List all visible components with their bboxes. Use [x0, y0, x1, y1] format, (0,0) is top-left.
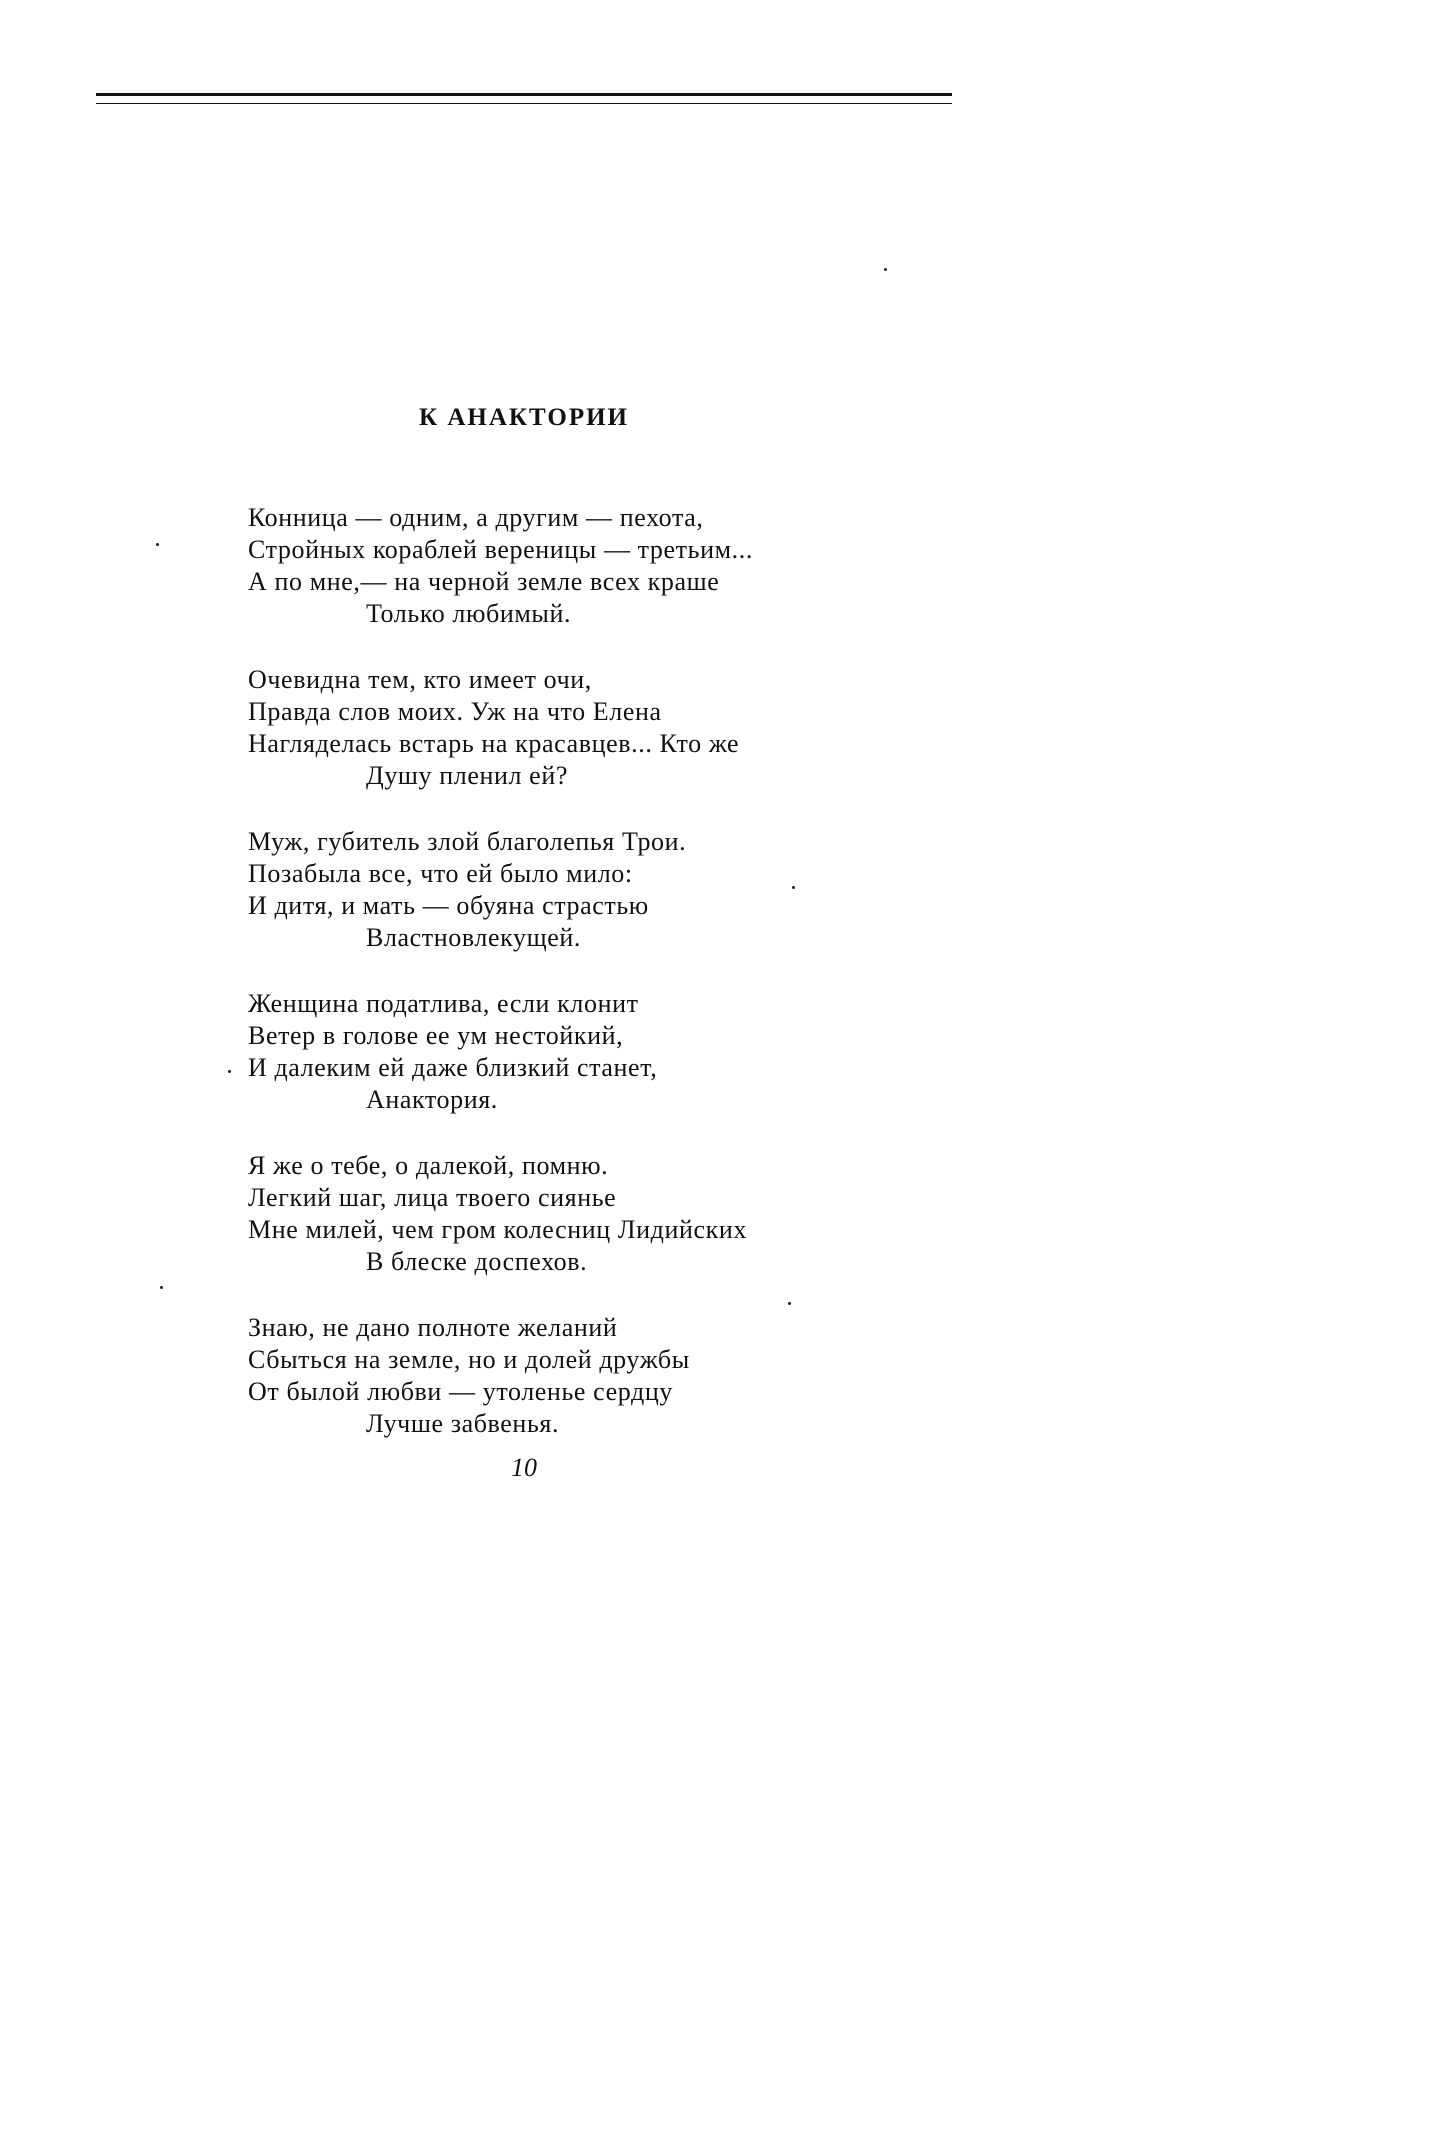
scan-speck [228, 1070, 231, 1073]
poem-line: Позабыла все, что ей было мило: [248, 859, 633, 888]
poem-title: К АНАКТОРИИ [418, 404, 629, 431]
poem-line-short: Анактория. [366, 1085, 498, 1114]
page-number: 10 [511, 1453, 537, 1482]
stanza [248, 1312, 868, 1440]
poem-line: Легкий шаг, лица твоего сиянье [248, 1183, 617, 1212]
poem-line: Я же о тебе, о далекой, помню. [248, 1151, 609, 1180]
poem-line: Ветер в голове ее ум нестойкий, [248, 1021, 624, 1050]
poem-line: Сбыться на земле, но и долей дружбы [248, 1345, 690, 1374]
poem-line: И дитя, и мать — обуяна страстью [248, 891, 649, 920]
header-rule-thin [96, 103, 952, 104]
poem-line: Мне милей, чем гром колесниц Лидийских [248, 1215, 747, 1244]
poem-line-short: Душу пленил ей? [366, 761, 568, 790]
poem-line-short: Лучше забвенья. [366, 1409, 560, 1438]
stanza [248, 1150, 868, 1278]
stanza [248, 988, 868, 1116]
poem-body [248, 502, 868, 1474]
poem-line: Очевидна тем, кто имеет очи, [248, 665, 592, 694]
stanza [248, 664, 868, 792]
scan-speck [156, 543, 159, 546]
poem-line: Конница — одним, а другим — пехота, [248, 503, 704, 532]
poem-line: Женщина податлива, если клонит [248, 989, 639, 1018]
poem-line: От былой любви — утоленье сердцу [248, 1377, 673, 1406]
poem-line: А по мне,— на черной земле всех краше [248, 567, 720, 596]
header-rule [96, 93, 952, 96]
poem-line: Стройных кораблей вереницы — третьим... [248, 535, 753, 564]
poem-line-short: Только любимый. [366, 599, 572, 628]
stanza [248, 502, 868, 630]
stanza [248, 826, 868, 954]
poem-line: Знаю, не дано полноте желаний [248, 1313, 618, 1342]
poem-line: Муж, губитель злой благолепья Трои. [248, 827, 687, 856]
scan-speck [884, 268, 887, 271]
poem-line-short: В блеске доспехов. [366, 1247, 588, 1276]
poem-line: Нагляделась встарь на красавцев... Кто же [248, 729, 740, 758]
poem-line: И далеким ей даже близкий станет, [248, 1053, 658, 1082]
scan-speck [160, 1286, 163, 1289]
poem-line-short: Властновлекущей. [366, 923, 581, 952]
poem-line: Правда слов моих. Уж на что Елена [248, 697, 662, 726]
